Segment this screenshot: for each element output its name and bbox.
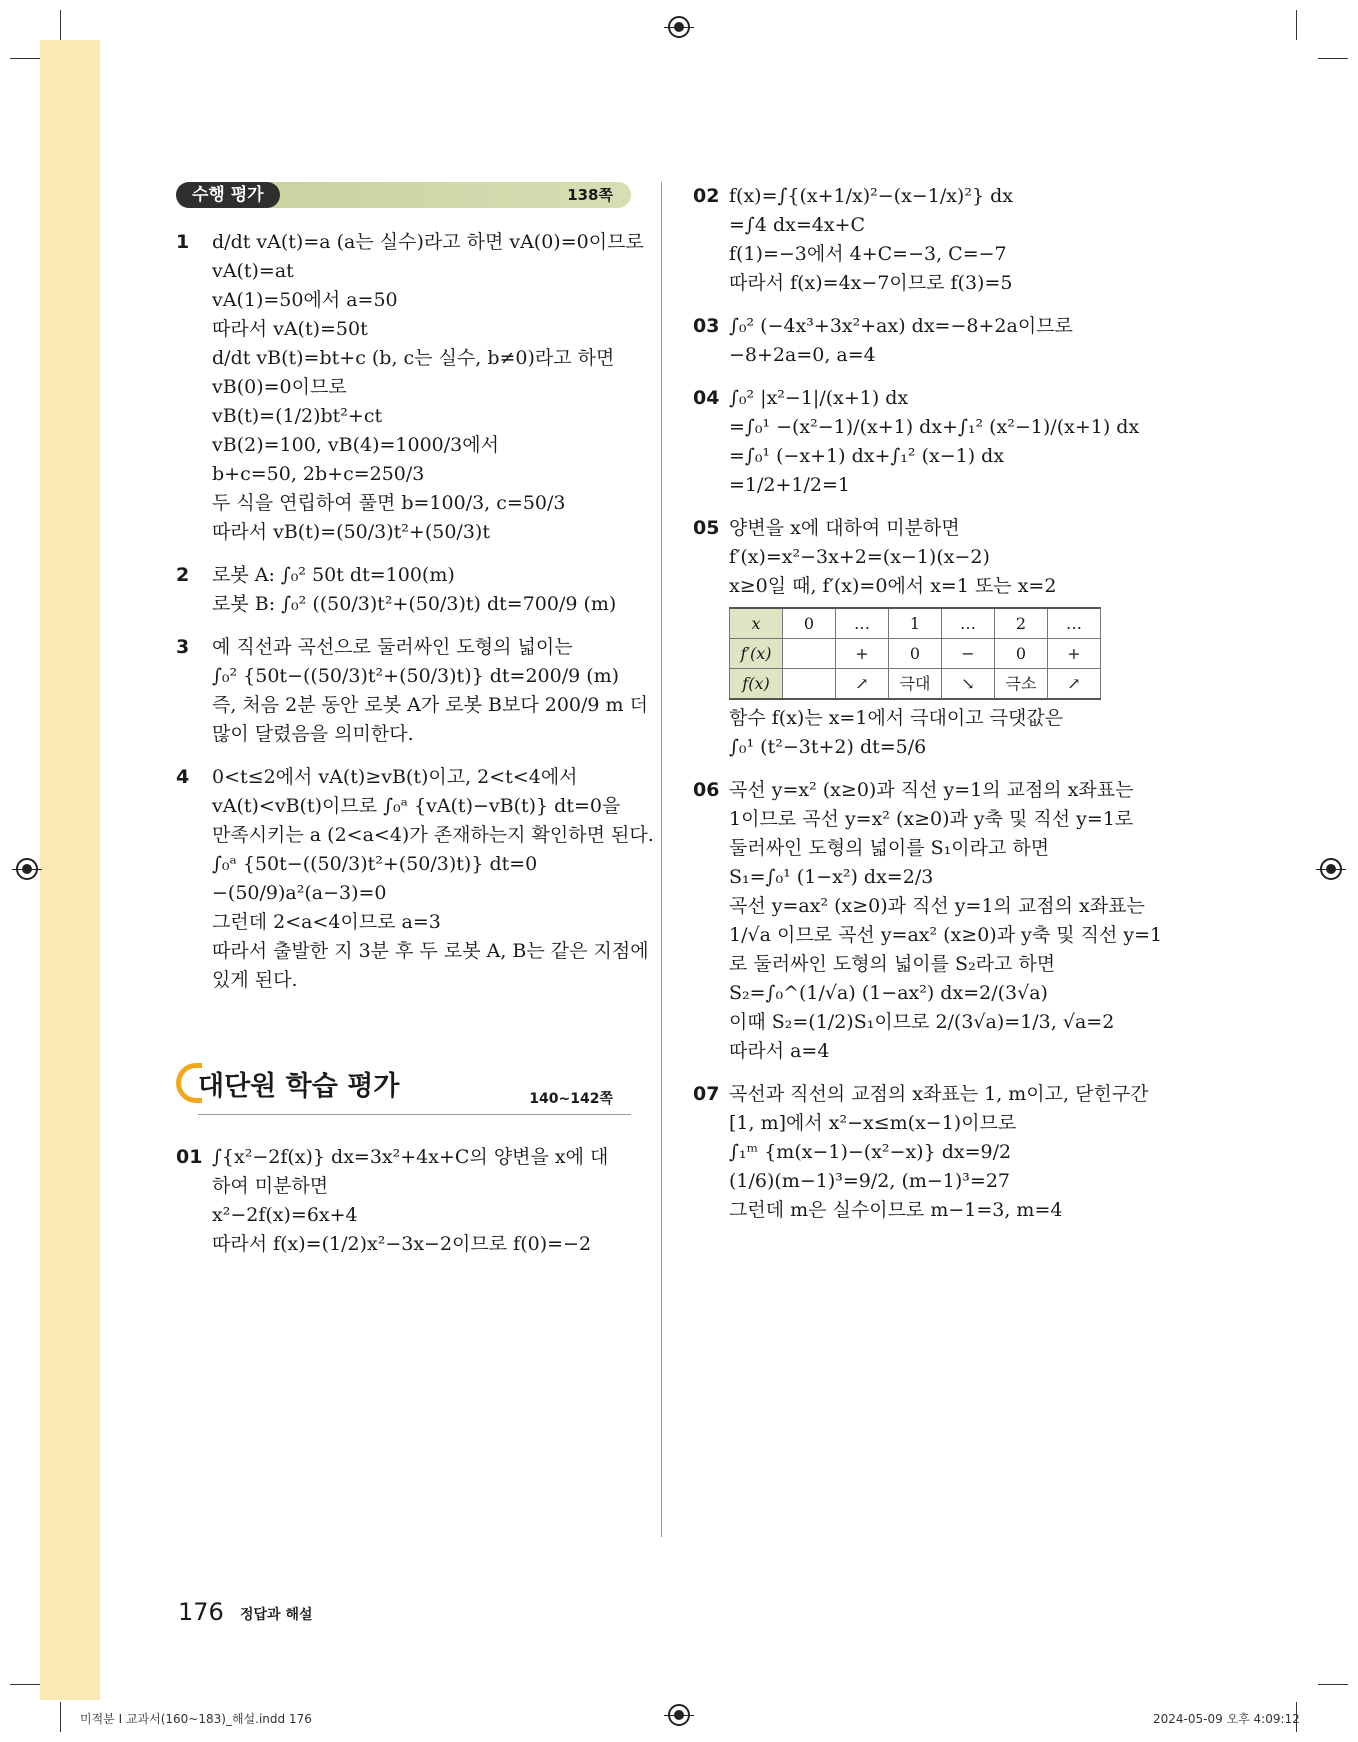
solution-line: −(50/9)a²(a−3)=0	[212, 882, 387, 904]
unit-solutions-right	[693, 182, 1163, 1225]
solution-line: =∫4 dx=4x+C	[729, 214, 866, 236]
footer-label: 정답과 해설	[240, 1607, 313, 1623]
registration-mark-icon	[668, 1704, 690, 1726]
problem-number: 03	[693, 315, 720, 337]
problem-number: 4	[176, 766, 190, 788]
solution-line: S₂=∫₀^(1/√a) (1−ax²) dx=2/(3√a)	[729, 982, 1048, 1004]
crop-mark	[1318, 1684, 1348, 1685]
solution-line: ∫₀² {50t−((50/3)t²+(50/3)t)} dt=200/9 (m)	[212, 665, 620, 687]
table-cell	[783, 639, 836, 669]
table-cell: ↘	[942, 669, 995, 700]
table-cell: f′(x)	[730, 639, 783, 669]
crop-mark	[10, 58, 40, 59]
table-cell: x	[730, 608, 783, 639]
table-cell: …	[1048, 608, 1101, 639]
table-cell	[783, 669, 836, 700]
solution-line: 양변을 x에 대하여 미분하면	[729, 517, 960, 539]
problem-number: 05	[693, 517, 720, 539]
table-cell: 1	[889, 608, 942, 639]
solution-line: 곡선 y=ax² (x≥0)과 직선 y=1의 교점의 x좌표는	[729, 895, 1145, 917]
solution-line: vB(2)=100, vB(4)=1000/3에서	[212, 434, 499, 456]
solution-item	[693, 776, 1163, 1066]
problem-number: 07	[693, 1083, 720, 1105]
solution-line: [1, m]에서 x²−x≤m(x−1)이므로	[729, 1112, 1017, 1134]
solution-line: vA(t)=at	[212, 260, 294, 282]
table-row	[730, 669, 1101, 700]
solution-line: vB(t)=(1/2)bt²+ct	[212, 405, 383, 427]
crop-mark	[60, 10, 61, 40]
problem-number: 3	[176, 636, 190, 658]
crop-mark	[10, 1684, 40, 1685]
solution-line: 로봇 A: ∫₀² 50t dt=100(m)	[212, 564, 455, 586]
table-cell: …	[836, 608, 889, 639]
section-page-ref: 140~142쪽	[529, 1091, 613, 1107]
solution-line: f(1)=−3에서 4+C=−3, C=−7	[729, 243, 1007, 265]
table-cell: −	[942, 639, 995, 669]
solution-line: −8+2a=0, a=4	[729, 344, 876, 366]
solution-line: vA(t)<vB(t)이므로 ∫₀ᵃ {vA(t)−vB(t)} dt=0을	[212, 795, 621, 817]
solution-item	[176, 1143, 631, 1259]
problem-number: 1	[176, 231, 190, 253]
performance-header	[176, 182, 631, 208]
left-column	[176, 182, 654, 1273]
solution-line: b+c=50, 2b+c=250/3	[212, 463, 425, 485]
solution-line: ∫₀ᵃ {50t−((50/3)t²+(50/3)t)} dt=0	[212, 853, 538, 875]
solution-line: 1이므로 곡선 y=x² (x≥0)과 y축 및 직선 y=1로	[729, 808, 1134, 830]
solution-line: ∫₀² |x²−1|/(x+1) dx	[729, 387, 909, 409]
table-cell: 0	[783, 608, 836, 639]
performance-solutions	[176, 228, 654, 995]
solution-line: 그런데 2<a<4이므로 a=3	[212, 911, 441, 933]
solution-line: 따라서 f(x)=(1/2)x²−3x−2이므로 f(0)=−2	[212, 1233, 592, 1255]
solution-item	[176, 561, 631, 619]
solution-item	[176, 763, 654, 995]
solution-line: x²−2f(x)=6x+4	[212, 1204, 358, 1226]
solution-item	[693, 182, 1153, 298]
problem-number: 2	[176, 564, 190, 586]
solution-line: 만족시키는 a (2<a<4)가 존재하는지 확인하면 된다.	[212, 824, 654, 846]
table-cell: ↗	[836, 669, 889, 700]
solution-line: 있게 된다.	[212, 969, 298, 991]
performance-page-ref: 138쪽	[567, 186, 613, 204]
crop-mark	[60, 1702, 61, 1732]
section-title: 대단원 학습 평가	[198, 1071, 400, 1102]
solution-line: d/dt vA(t)=a (a는 실수)라고 하면 vA(0)=0이므로	[212, 231, 644, 253]
problem-number: 02	[693, 185, 720, 207]
solution-line: 로봇 B: ∫₀² ((50/3)t²+(50/3)t) dt=700/9 (m)	[212, 593, 617, 615]
solution-line: 이때 S₂=(1/2)S₁이므로 2/(3√a)=1/3, √a=2	[729, 1011, 1115, 1033]
solution-line: 로 둘러싸인 도형의 넓이를 S₂라고 하면	[729, 953, 1056, 975]
problem-number: 01	[176, 1146, 203, 1168]
solution-item	[176, 228, 644, 547]
crop-mark	[1296, 10, 1297, 40]
solution-line: 많이 달렸음을 의미한다.	[212, 723, 414, 745]
solution-item	[176, 633, 648, 749]
column-divider	[661, 182, 662, 1537]
solution-line: 곡선 y=x² (x≥0)과 직선 y=1의 교점의 x좌표는	[729, 779, 1134, 801]
page-number: 176	[178, 1598, 224, 1626]
solution-item	[693, 514, 1153, 762]
solution-line: d/dt vB(t)=bt+c (b, c는 실수, b≠0)라고 하면	[212, 347, 615, 369]
solution-line: 따라서 출발한 지 3분 후 두 로봇 A, B는 같은 지점에	[212, 940, 649, 962]
performance-tag: 수행 평가	[176, 182, 280, 208]
solution-line: f(x)=∫{(x+1/x)²−(x−1/x)²} dx	[729, 185, 1013, 207]
solution-line: 즉, 처음 2분 동안 로봇 A가 로봇 B보다 200/9 m 더	[212, 694, 648, 716]
solution-line: x≥0일 때, f′(x)=0에서 x=1 또는 x=2	[729, 575, 1057, 597]
solution-item	[693, 312, 1153, 370]
solution-item	[693, 384, 1153, 500]
solution-line: =∫₀¹ (−x+1) dx+∫₁² (x−1) dx	[729, 445, 1005, 467]
solution-line: 둘러싸인 도형의 넓이를 S₁이라고 하면	[729, 837, 1050, 859]
table-row	[730, 639, 1101, 669]
print-timestamp: 2024-05-09 오후 4:09:12	[1153, 1712, 1300, 1726]
solution-line: ∫₁ᵐ {m(x−1)−(x²−x)} dx=9/2	[729, 1141, 1012, 1163]
table-row	[730, 608, 1101, 639]
solution-line: 따라서 vB(t)=(50/3)t²+(50/3)t	[212, 521, 490, 543]
section-header	[176, 1063, 631, 1121]
solution-line: 0<t≤2에서 vA(t)≥vB(t)이고, 2<t<4에서	[212, 766, 578, 788]
solution-line: 1/√a 이므로 곡선 y=ax² (x≥0)과 y축 및 직선 y=1	[729, 924, 1163, 946]
solution-line: 하여 미분하면	[212, 1175, 329, 1197]
registration-mark-icon	[1320, 858, 1342, 880]
solution-line: ∫₀² (−4x³+3x²+ax) dx=−8+2a이므로	[729, 315, 1073, 337]
solution-line: 따라서 vA(t)=50t	[212, 318, 368, 340]
right-column	[693, 182, 1163, 1239]
solution-line: =∫₀¹ −(x²−1)/(x+1) dx+∫₁² (x²−1)/(x+1) dx	[729, 416, 1140, 438]
solution-line: f′(x)=x²−3x+2=(x−1)(x−2)	[729, 546, 990, 568]
solution-item	[693, 1080, 1153, 1225]
section-rule	[198, 1114, 631, 1115]
solution-line: vA(1)=50에서 a=50	[212, 289, 398, 311]
table-cell: 극대	[889, 669, 942, 700]
table-cell: 0	[889, 639, 942, 669]
solution-line: =1/2+1/2=1	[729, 474, 851, 496]
solution-line: 따라서 f(x)=4x−7이므로 f(3)=5	[729, 272, 1013, 294]
table-cell: f(x)	[730, 669, 783, 700]
problem-number: 04	[693, 387, 720, 409]
file-info: 미적분 Ⅰ 교과서(160~183)_해설.indd 176	[80, 1712, 312, 1726]
table-cell: +	[1048, 639, 1101, 669]
solution-line: 함수 f(x)는 x=1에서 극대이고 극댓값은	[729, 707, 1064, 729]
solution-line: S₁=∫₀¹ (1−x²) dx=2/3	[729, 866, 934, 888]
solution-line: vB(0)=0이므로	[212, 376, 347, 398]
table-cell: +	[836, 639, 889, 669]
solution-line: ∫{x²−2f(x)} dx=3x²+4x+C의 양변을 x에 대	[212, 1146, 609, 1168]
solution-line: 곡선과 직선의 교점의 x좌표는 1, m이고, 닫힌구간	[729, 1083, 1149, 1105]
solution-line: 따라서 a=4	[729, 1040, 830, 1062]
crop-mark	[1318, 58, 1348, 59]
solution-line: 예 직선과 곡선으로 둘러싸인 도형의 넓이는	[212, 636, 573, 658]
solution-line: 그런데 m은 실수이므로 m−1=3, m=4	[729, 1199, 1063, 1221]
sign-table	[729, 607, 1101, 700]
solution-line: (1/6)(m−1)³=9/2, (m−1)³=27	[729, 1170, 1011, 1192]
table-cell: 2	[995, 608, 1048, 639]
margin-color-strip	[40, 40, 100, 1700]
table-cell: ↗	[1048, 669, 1101, 700]
solution-line: 두 식을 연립하여 풀면 b=100/3, c=50/3	[212, 492, 566, 514]
solution-line: ∫₀¹ (t²−3t+2) dt=5/6	[729, 736, 927, 758]
problem-number: 06	[693, 779, 720, 801]
unit-solutions-left	[176, 1143, 631, 1259]
registration-mark-icon	[668, 16, 690, 38]
table-cell: 극소	[995, 669, 1048, 700]
table-cell: 0	[995, 639, 1048, 669]
table-cell: …	[942, 608, 995, 639]
registration-mark-icon	[16, 858, 38, 880]
